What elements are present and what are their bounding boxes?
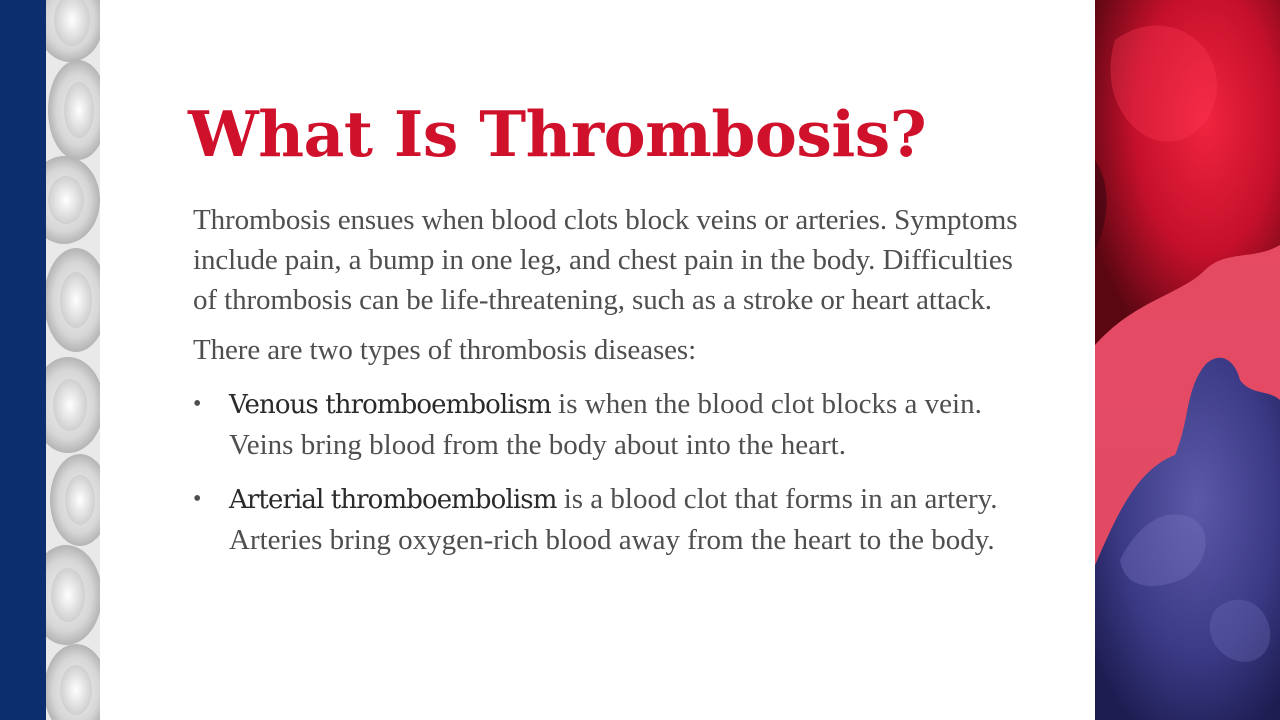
left-accent-bar <box>0 0 46 720</box>
definition-arterial: is a blood clot that forms in an artery. Arteries bring oxygen-rich blood away from the heart to the body. <box>229 483 998 556</box>
slide-title: What Is Thrombosis? <box>188 97 927 171</box>
bullet-icon: • <box>193 391 202 417</box>
abstract-blood-art <box>1095 0 1280 720</box>
list-item-venous <box>193 384 1019 465</box>
types-intro-paragraph: There are two types of thrombosis diseases: <box>193 334 697 366</box>
definition-venous: is when the blood clot blocks a vein. Veins bring blood from the body about into the heart. <box>229 388 982 461</box>
bullet-icon: • <box>193 486 202 512</box>
term-venous: Venous thromboembolism <box>229 390 551 420</box>
blood-cells-decoration <box>46 0 100 720</box>
thrombosis-types-list <box>193 384 1043 560</box>
term-arterial: Arterial thromboembolism <box>229 485 557 515</box>
list-item-arterial <box>193 479 1019 560</box>
intro-paragraph: Thrombosis ensues when blood clots block veins or arteries. Symptoms include pain, a bump in one leg, and chest pain in the body. Difficulties of thrombosis can be life-threatening, such as a stroke or heart attack. <box>193 204 1018 316</box>
slide-body <box>193 200 1043 574</box>
